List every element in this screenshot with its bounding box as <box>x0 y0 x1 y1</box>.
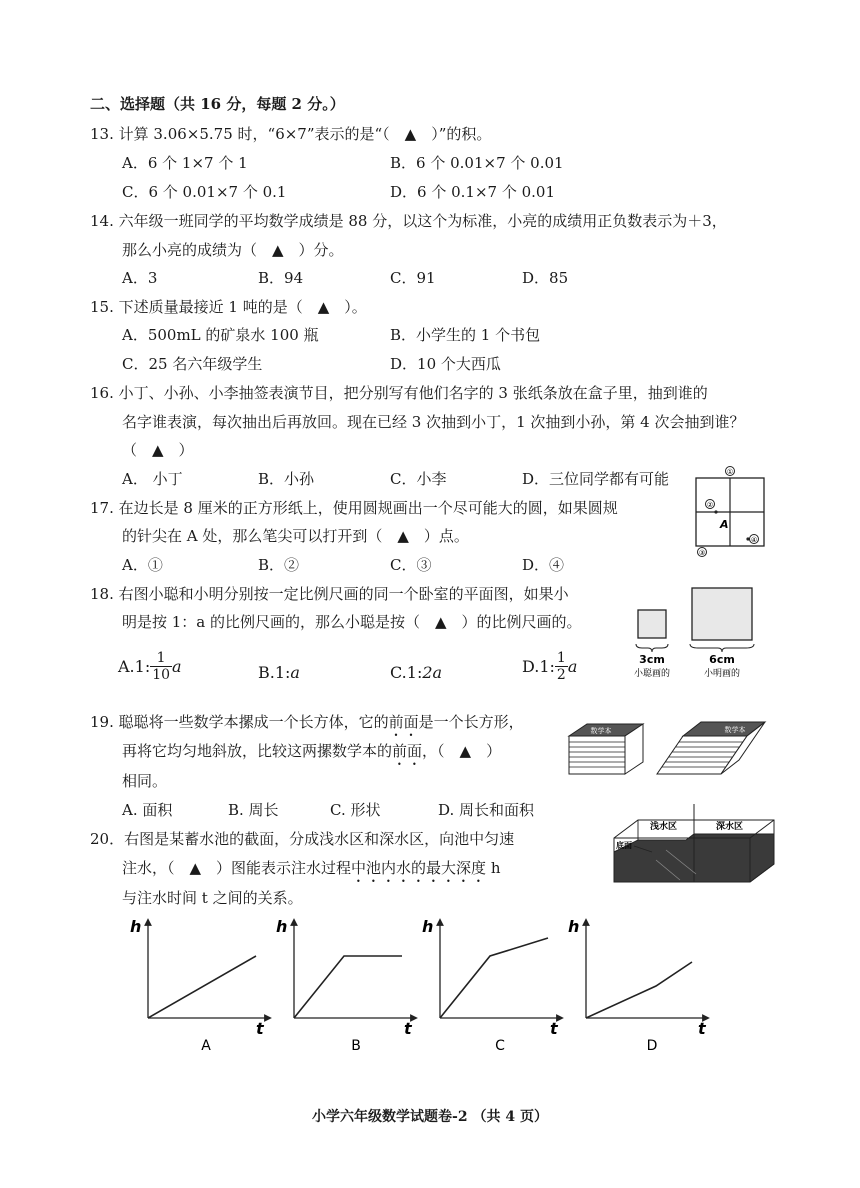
q20-graph-b-line <box>294 956 402 1018</box>
q18-large-caption: 小明画的 <box>703 669 741 679</box>
q18-scale-figure <box>628 584 768 680</box>
q20-graph-a-xlabel: t <box>256 1019 264 1038</box>
q17-stem-line2: 的针尖在 A 处，那么笔尖可以打开到（ ▲ ）点。 <box>122 527 469 545</box>
q17-square-figure <box>688 462 770 562</box>
q17-option-c: C．③ <box>390 556 432 574</box>
q13-option-b: B．6 个 0.01×7 个 0.01 <box>390 154 564 172</box>
q19-option-b: B. 周长 <box>228 801 279 819</box>
q20-graph-b-caption: B <box>351 1038 361 1054</box>
q19-label-upright: 数学本 <box>590 727 612 735</box>
q14-option-c: C．91 <box>390 269 436 287</box>
q14-stem-line2: 那么小亮的成绩为（ ▲ ）分。 <box>122 241 344 259</box>
q19-option-d: D. 周长和面积 <box>438 801 535 819</box>
q20-graph-c-ylabel: h <box>422 917 434 936</box>
q20-graph-d-line <box>586 962 692 1018</box>
q20-graph-a-ylabel: h <box>130 917 142 936</box>
q15-option-a: A．500mL 的矿泉水 100 瓶 <box>122 326 319 344</box>
q14-option-d: D．85 <box>522 269 569 287</box>
q15-option-d: D．10 个大西瓜 <box>390 355 501 373</box>
q17-option-b: B．② <box>258 556 300 574</box>
q20-graph-a <box>130 917 268 1054</box>
q20-graph-b-ylabel: h <box>276 917 288 936</box>
q20-graph-d-xlabel: t <box>698 1019 706 1038</box>
q16-option-a: A． 小丁 <box>122 470 183 488</box>
q20-bottom-label: 底面 <box>616 841 632 850</box>
q19-option-c: C. 形状 <box>330 801 381 819</box>
q18-stem-line1: 18. 右图小聪和小明分别按一定比例尺画的同一个卧室的平面图，如果小 <box>90 585 569 603</box>
q18-small-caption: 小聪画的 <box>633 669 671 679</box>
section-heading: 二、选择题（共 16 分，每题 2 分。） <box>90 95 345 113</box>
q20-graph-d-ylabel: h <box>568 917 580 936</box>
q17-mark-1-label: ① <box>726 468 734 476</box>
q16-option-b: B．小孙 <box>258 470 315 488</box>
q19-stem-line1: 19. 聪聪将一些数学本摞成一个长方体，它的前面是一个长方形， <box>90 713 524 731</box>
q20-graph-c-xlabel: t <box>550 1019 558 1038</box>
page-footer: 小学六年级数学试题卷-2 （共 4 页） <box>312 1109 548 1125</box>
q20-shallow-label: 浅水区 <box>650 822 678 832</box>
q16-stem-line3: （ ▲ ） <box>122 441 194 459</box>
q17-stem-line1: 17. 在边长是 8 厘米的正方形纸上，使用圆规画出一个尽可能大的圆，如果圆规 <box>90 499 618 517</box>
q20-graph-b <box>276 917 414 1054</box>
q17-mark-3-label: ③ <box>698 549 706 557</box>
q18-small-length: 3cm <box>639 653 665 666</box>
q18-large-length: 6cm <box>709 653 735 666</box>
q18-option-d: D.1: $\frac{1}{2}$ a <box>522 650 578 683</box>
q20-graph-c-caption: C <box>495 1038 505 1054</box>
q18-option-c: C.1: 2a <box>390 663 443 682</box>
q17-point-a-label: A <box>720 518 729 531</box>
q15-stem: 15. 下述质量最接近 1 吨的是（ ▲ ）。 <box>90 298 367 316</box>
q20-graph-a-line <box>148 956 256 1018</box>
q18-option-b: B.1: a <box>258 663 300 682</box>
q19-label-slanted: 数学本 <box>724 726 746 734</box>
q20-graphs <box>120 910 720 1060</box>
q20-graph-d-caption: D <box>646 1038 658 1054</box>
q13-option-c: C．6 个 0.01×7 个 0.1 <box>122 183 287 201</box>
q18-large-plan <box>692 588 752 640</box>
q20-stem-line2: 注水，（ ▲ ）图能表示注水过程中池内水的最大深度 h <box>122 859 501 877</box>
q20-graph-c-line <box>440 938 548 1018</box>
q18-stem-line2: 明是按 1：a 的比例尺画的，那么小聪是按（ ▲ ）的比例尺画的。 <box>122 613 582 631</box>
q16-stem-line2: 名字谁表演，每次抽出后再放回。现在已经 3 次抽到小丁，1 次抽到小孙，第 4 次会抽到谁？ <box>122 413 745 431</box>
q13-stem: 13. 计算 3.06×5.75 时，“6×7”表示的是“（ ▲ ）”的积。 <box>90 125 492 143</box>
q17-mark-4-label: ④ <box>750 536 758 544</box>
q20-deep-label: 深水区 <box>716 822 744 832</box>
q19-option-a: A. 面积 <box>122 801 173 819</box>
q20-graph-c <box>422 917 560 1054</box>
q16-stem-line1: 16. 小丁、小孙、小李抽签表演节目，把分别写有他们名字的 3 张纸条放在盒子里，抽到谁的 <box>90 384 708 402</box>
q19-slanted-stack <box>657 722 765 774</box>
q19-stem-line3: 相同。 <box>122 772 168 790</box>
q16-option-c: C．小李 <box>390 470 447 488</box>
q19-upright-stack <box>569 724 643 774</box>
q13-option-d: D．6 个 0.1×7 个 0.01 <box>390 183 556 201</box>
q17-option-a: A．① <box>122 556 163 574</box>
q20-stem-line3: 与注水时间 t 之间的关系。 <box>122 889 303 907</box>
q19-book-stacks-figure <box>565 718 775 788</box>
q16-option-d: D．三位同学都有可能 <box>522 470 670 488</box>
q20-graph-a-caption: A <box>201 1038 211 1054</box>
q14-stem-line1: 14. 六年级一班同学的平均数学成绩是 88 分，以这个为标准，小亮的成绩用正负数表示为＋3， <box>90 212 727 230</box>
q17-mark-2-label: ② <box>706 501 714 509</box>
q18-small-plan <box>638 610 666 638</box>
q17-option-d: D．④ <box>522 556 565 574</box>
q20-pool-figure <box>606 800 778 890</box>
q20-stem-line1: 20．右图是某蓄水池的截面，分成浅水区和深水区，向池中匀速 <box>90 830 515 848</box>
q20-graph-b-xlabel: t <box>404 1019 412 1038</box>
q18-option-a: A.1: $\frac{1}{10}$ a <box>118 650 182 683</box>
q20-graph-d <box>568 917 707 1054</box>
q19-stem-line2: 再将它均匀地斜放，比较这两摞数学本的前面，（ ▲ ） <box>122 742 502 760</box>
q15-option-c: C．25 名六年级学生 <box>122 355 263 373</box>
q13-option-a: A．6 个 1×7 个 1 <box>122 154 248 172</box>
q14-option-a: A．3 <box>122 269 158 287</box>
q15-option-b: B．小学生的 1 个书包 <box>390 326 541 344</box>
q14-option-b: B．94 <box>258 269 304 287</box>
